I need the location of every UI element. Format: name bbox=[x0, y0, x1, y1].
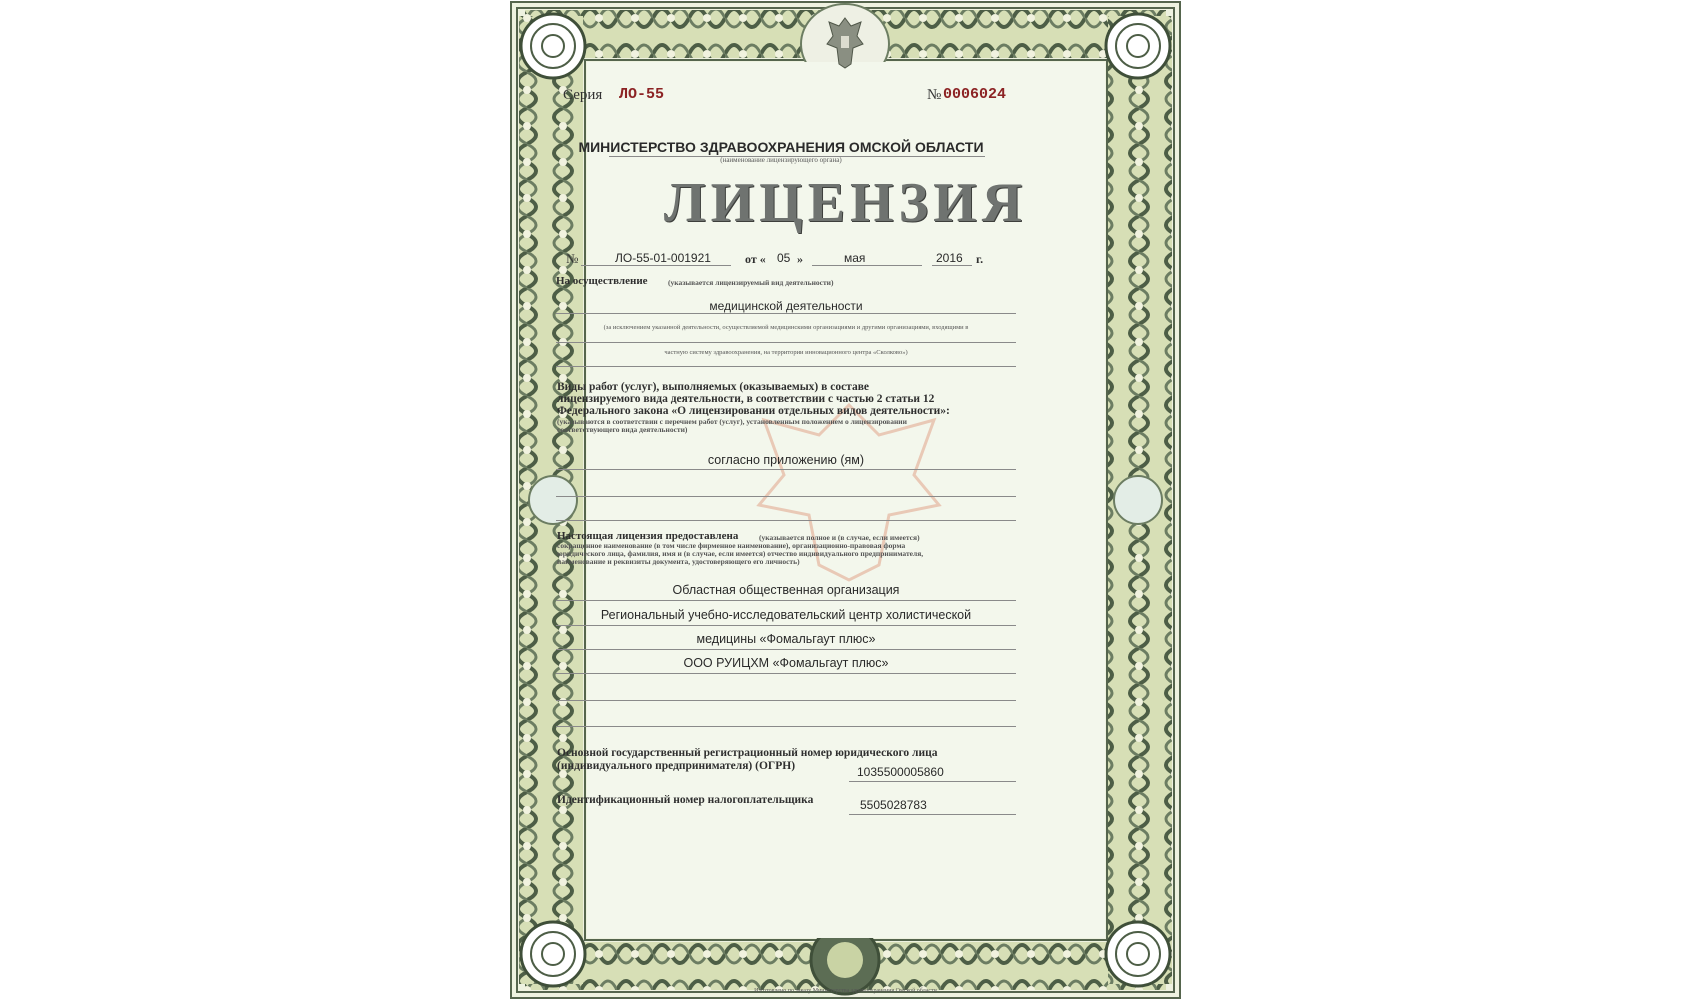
license-no-label: № bbox=[566, 251, 579, 266]
date-day-close: » bbox=[797, 252, 803, 266]
ogrn-value: 1035500005860 bbox=[857, 765, 944, 779]
activity-note-2: частную систему здравоохранения, на территории инновационного центра «Сколково») bbox=[664, 349, 908, 356]
licensee-name-2: Региональный учебно-исследовательский центр холистической bbox=[600, 608, 972, 622]
works-note-1: (указываются в соответствии с перечнем работ (услуг), установленным положением о лицензировании bbox=[557, 417, 907, 426]
license-document bbox=[509, 0, 1182, 1000]
works-line-1: Виды работ (услуг), выполняемых (оказываемых) в составе bbox=[557, 381, 870, 393]
number-value: 0006024 bbox=[943, 86, 1007, 103]
license-month: мая bbox=[844, 251, 866, 265]
licensee-label: Настоящая лицензия предоставлена bbox=[557, 530, 739, 542]
works-line-2: лицензируемого вида деятельности, в соответствии с частью 2 статьи 12 bbox=[557, 393, 935, 405]
inn-value: 5505028783 bbox=[860, 798, 927, 812]
license-number: ЛО-55-01-001921 bbox=[615, 251, 711, 265]
activity-note-1: (за исключением указанной деятельности, осуществляемой медицинскими организациями и другими организациями, входящими в bbox=[603, 324, 969, 331]
works-line-3: Федерального закона «О лицензировании отдельных видов деятельности»: bbox=[557, 405, 950, 417]
date-from-label: от « bbox=[745, 252, 766, 266]
series-label: Серия bbox=[563, 87, 603, 103]
ogrn-label-1: Основной государственный регистрационный номер юридического лица bbox=[557, 747, 938, 759]
licensee-label-note: (указывается полное и (в случае, если имеется) bbox=[759, 533, 920, 542]
license-year: 2016 bbox=[936, 251, 963, 265]
document-title: ЛИЦЕНЗИЯ bbox=[663, 172, 1028, 234]
activity-label-note: (указывается лицензируемый вид деятельности) bbox=[668, 278, 834, 287]
licensee-name-1: Областная общественная организация bbox=[672, 583, 900, 597]
works-value: согласно приложению (ям) bbox=[707, 453, 865, 467]
series-value: ЛО-55 bbox=[619, 86, 665, 103]
licensee-note-4: наименование и реквизиты документа, удостоверяющего его личность) bbox=[557, 557, 800, 566]
licensee-note-2: сокращенное наименование (в том числе фирменное наименование), организационно-правовая форма bbox=[557, 541, 906, 550]
licensee-name-3: медицины «Фомальгаут плюс» bbox=[696, 632, 876, 646]
year-suffix: г. bbox=[976, 252, 984, 266]
authority-caption: (наименование лицензирующего органа) bbox=[720, 156, 842, 164]
authority-name: МИНИСТЕРСТВО ЗДРАВООХРАНЕНИЯ ОМСКОЙ ОБЛАСТИ bbox=[578, 139, 984, 155]
licensee-short-name: ООО РУИЦХМ «Фомальгаут плюс» bbox=[683, 656, 889, 670]
footer-note: Изготовлено по заказу Министерства здравоохранения Омской области bbox=[754, 988, 937, 994]
licensee-note-3: юридического лица, фамилия, имя и (в случае, если имеется) отчество индивидуального предпринимателя, bbox=[557, 549, 924, 558]
number-prefix: № bbox=[927, 87, 942, 103]
ogrn-label-2: (индивидуального предпринимателя) (ОГРН) bbox=[557, 760, 796, 772]
inn-label: Идентификационный номер налогоплательщика bbox=[557, 794, 814, 806]
works-note-2: соответствующего вида деятельности) bbox=[557, 425, 688, 434]
license-day: 05 bbox=[777, 251, 791, 265]
activity-value: медицинской деятельности bbox=[709, 299, 863, 313]
activity-label: На осуществление bbox=[556, 275, 648, 287]
coat-of-arms-icon bbox=[825, 14, 865, 72]
